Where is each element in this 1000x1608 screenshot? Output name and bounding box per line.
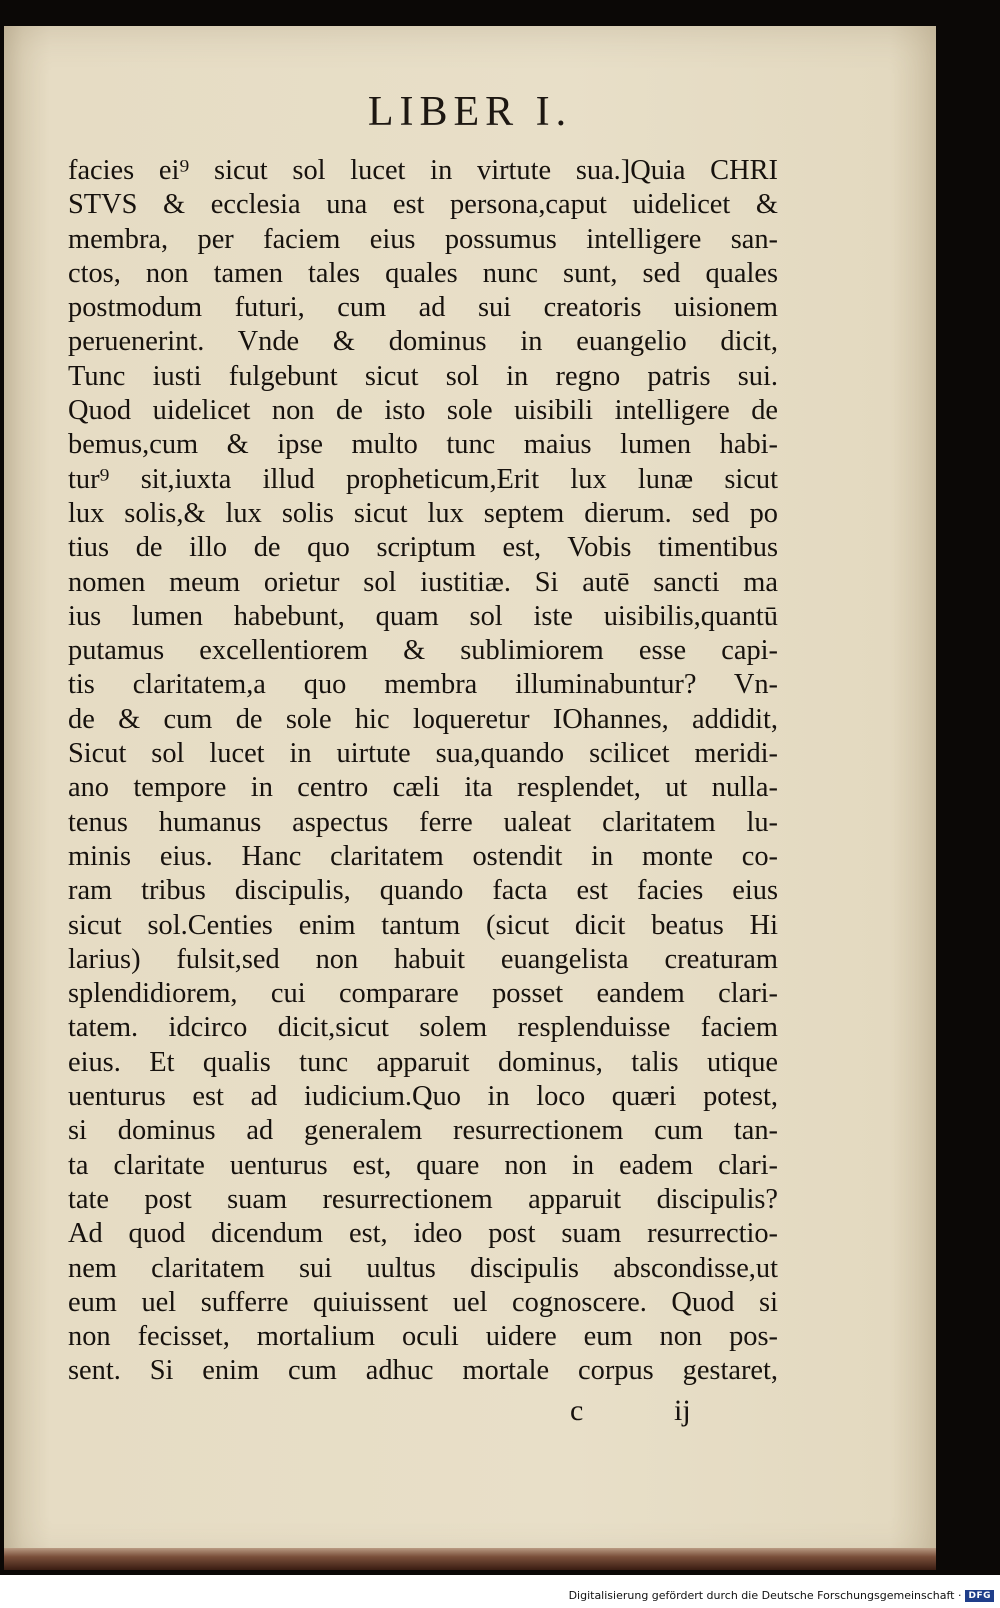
text-line: splendidiorem, cui comparare posset eandem clari- <box>68 978 778 1010</box>
text-line: ta claritate uenturus est, quare non in eadem clari- <box>68 1149 778 1181</box>
text-line: ano tempore in centro cæli ita resplendet, ut nulla- <box>68 772 778 804</box>
text-line: putamus excellentiorem & sublimiorem esse capi- <box>68 635 778 667</box>
body-text <box>68 154 778 1389</box>
text-line: ius lumen habebunt, quam sol iste uisibilis,quantū <box>68 600 778 632</box>
text-line: Quod uidelicet non de isto sole uisibili intelligere de <box>68 395 778 427</box>
text-line: nomen meum orietur sol iustitiæ. Si autē sancti ma <box>68 566 778 598</box>
text-line: STVS & ecclesia una est persona,caput uidelicet & <box>68 189 778 221</box>
text-line: facies ei⁹ sicut sol lucet in virtute sua.]Quia CHRI <box>68 155 778 186</box>
text-line: larius) fulsit,sed non habuit euangelista creaturam <box>68 943 778 975</box>
signature-number: ij <box>674 1394 691 1427</box>
text-line: si dominus ad generalem resurrectionem cum tan- <box>68 1115 778 1147</box>
text-line: tius de illo de quo scriptum est, Vobis timentibus <box>68 532 778 564</box>
text-line: sent. Si enim cum adhuc mortale corpus gestaret, <box>68 1355 778 1387</box>
text-line: Ad quod dicendum est, ideo post suam resurrectio- <box>68 1218 778 1250</box>
text-line: tenus humanus aspectus ferre ualeat claritatem lu- <box>68 806 778 838</box>
text-line: membra, per faciem eius possumus intelligere san- <box>68 223 778 255</box>
text-line: tis claritatem,a quo membra illuminabuntur? Vn- <box>68 669 778 701</box>
text-line: lux solis,& lux solis sicut lux septem dierum. sed po <box>68 497 778 529</box>
text-line: non fecisset, mortalium oculi uidere eum non pos- <box>68 1321 778 1353</box>
dfg-logo-icon: DFG <box>965 1590 994 1602</box>
page-bottom-edge <box>4 1548 936 1570</box>
text-line: ctos, non tamen tales quales nunc sunt, sed quales <box>68 257 778 289</box>
text-line: uenturus est ad iudicium.Quo in loco quæri potest, <box>68 1081 778 1113</box>
text-line: minis eius. Hanc claritatem ostendit in monte co- <box>68 840 778 872</box>
text-line: tate post suam resurrectionem apparuit discipulis? <box>68 1183 778 1215</box>
text-line: peruenerint. Vnde & dominus in euangelio dicit, <box>68 326 778 358</box>
text-line: postmodum futuri, cum ad sui creatoris uisionem <box>68 292 778 324</box>
dfg-credit <box>569 1589 994 1602</box>
text-line: nem claritatem sui uultus discipulis abscondisse,ut <box>68 1252 778 1284</box>
text-line: eum uel sufferre quiuissent uel cognoscere. Quod si <box>68 1286 778 1318</box>
text-line: Tunc iusti fulgebunt sicut sol in regno patris sui. <box>68 360 778 392</box>
text-line: eius. Et qualis tunc apparuit dominus, talis utique <box>68 1046 778 1078</box>
text-line: ram tribus discipulis, quando facta est facies eius <box>68 875 778 907</box>
text-line: bemus,cum & ipse multo tunc maius lumen habi- <box>68 429 778 461</box>
text-line: tur⁹ sit,iuxta illud propheticum,Erit lux lunæ sicut <box>68 463 778 495</box>
text-line: sicut sol.Centies enim tantum (sicut dicit beatus Hi <box>68 909 778 941</box>
text-line: de & cum de sole hic loqueretur IOhannes, addidit, <box>68 703 778 735</box>
dfg-credit-text: Digitalisierung gefördert durch die Deutsche Forschungsgemeinschaft · <box>568 1589 962 1602</box>
signature-letter: c <box>570 1394 584 1427</box>
text-line: tatem. idcirco dicit,sicut solem resplenduisse faciem <box>68 1012 778 1044</box>
text-line: Sicut sol lucet in uirtute sua,quando scilicet meridi- <box>68 738 778 770</box>
book-page <box>4 26 936 1565</box>
running-head: LIBER I. <box>367 89 573 135</box>
